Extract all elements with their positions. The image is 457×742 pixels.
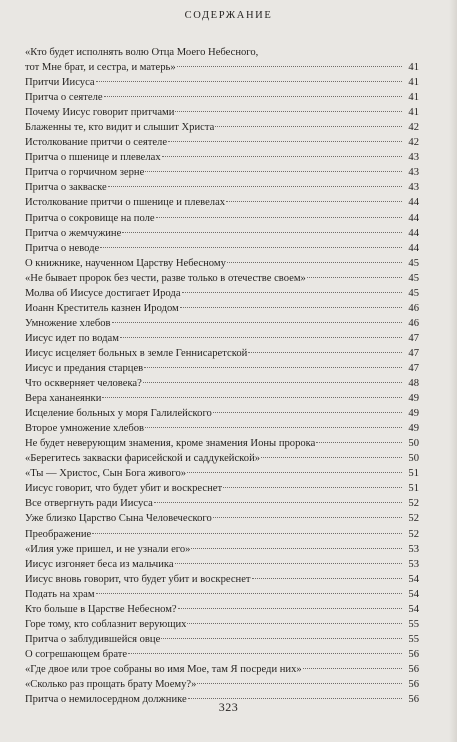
toc-entry[interactable]: [25, 421, 419, 436]
page-edge-shadow: [449, 0, 457, 742]
toc-entry[interactable]: [25, 587, 419, 602]
dot-leader: [175, 110, 402, 112]
toc-entry-page: 44: [408, 227, 419, 239]
toc-entry-title: Кто больше в Царстве Небесном?: [25, 603, 177, 615]
dot-leader: [92, 532, 402, 534]
toc-entry-title: Притчи Иисуса: [25, 77, 95, 89]
toc-entry[interactable]: [25, 105, 419, 120]
toc-entry[interactable]: [25, 331, 419, 346]
dot-leader: [128, 652, 402, 654]
toc-entry-title: Иисус изгоняет беса из мальчика: [25, 558, 174, 570]
dot-leader: [187, 471, 402, 473]
dot-leader: [96, 592, 402, 594]
toc-entry[interactable]: [25, 557, 419, 572]
dot-leader: [112, 321, 402, 323]
toc-entry[interactable]: [25, 647, 419, 662]
toc-entry-title: Уже близко Царство Сына Человеческого: [25, 513, 212, 525]
toc-entry[interactable]: [25, 256, 419, 271]
page-number: 323: [218, 700, 239, 714]
toc-entry-page: 50: [408, 438, 419, 450]
toc-entry-title-line: «Кто будет исполнять волю Отца Моего Небесного,: [25, 47, 259, 58]
toc-entry-page: 42: [408, 137, 419, 149]
toc-entry[interactable]: [25, 466, 419, 481]
toc-entry-page: 44: [408, 242, 419, 254]
toc-entry-page: 44: [408, 212, 419, 224]
toc-entry-page: 52: [408, 513, 419, 525]
toc-entry[interactable]: [25, 527, 419, 542]
toc-entry[interactable]: [25, 75, 419, 90]
toc-entry-title: О согрешающем брате: [25, 648, 128, 660]
dot-leader: [120, 336, 402, 338]
dot-leader: [168, 140, 402, 142]
dot-leader: [108, 185, 402, 187]
toc-entry-title: «Берегитесь закваски фарисейской и саддукейской»: [25, 453, 261, 465]
toc-entry-title: Блаженны те, кто видит и слышит Христа: [25, 122, 215, 134]
toc-entry-page: 56: [408, 678, 419, 690]
dot-leader: [316, 441, 402, 443]
toc-entry[interactable]: [25, 602, 419, 617]
dot-leader: [145, 170, 402, 172]
dot-leader: [248, 351, 402, 353]
toc-entry-page: 47: [408, 332, 419, 344]
dot-leader: [188, 697, 402, 699]
toc-entry-page: 43: [408, 182, 419, 194]
toc-entry[interactable]: [25, 135, 419, 150]
toc-entry-title: Притча о заблудившейся овце: [25, 633, 161, 645]
table-of-contents: [25, 45, 419, 707]
toc-entry-page: 55: [408, 633, 419, 645]
toc-entry-page: 56: [408, 663, 419, 675]
toc-entry-title: «Где двое или трое собраны во имя Мое, там Я посреди них»: [25, 663, 302, 675]
dot-leader: [178, 607, 402, 609]
toc-entry-page: 41: [408, 77, 419, 89]
toc-entry-page: 43: [408, 167, 419, 179]
toc-entry-page: 53: [408, 543, 419, 555]
toc-entry[interactable]: [25, 90, 419, 105]
toc-entry-title: Притча о сокровище на поле: [25, 212, 155, 224]
toc-entry-page: 47: [408, 362, 419, 374]
toc-entry-page: 46: [408, 317, 419, 329]
dot-leader: [187, 622, 402, 624]
toc-entry-title: Иисус идет по водам: [25, 332, 119, 344]
toc-entry-title: Истолкование притчи о сеятеле: [25, 137, 168, 149]
dot-leader: [100, 246, 402, 248]
toc-entry[interactable]: [25, 451, 419, 466]
toc-entry[interactable]: [25, 241, 419, 256]
toc-entry-title: Иисус и предания старцев: [25, 362, 144, 374]
toc-entry-page: 54: [408, 588, 419, 600]
toc-entry[interactable]: [25, 271, 419, 286]
toc-entry[interactable]: [25, 481, 419, 496]
toc-entry[interactable]: [25, 180, 419, 195]
dot-leader: [227, 261, 402, 263]
toc-entry-title: Подать на храм: [25, 588, 95, 600]
dot-leader: [96, 80, 402, 82]
toc-entry-title: Притча о пшенице и плевелах: [25, 152, 161, 164]
toc-entry-page: 55: [408, 618, 419, 630]
toc-entry-page: 53: [408, 558, 419, 570]
toc-entry-page: 41: [408, 107, 419, 119]
toc-entry-page: 51: [408, 483, 419, 495]
toc-entry-page: 42: [408, 122, 419, 134]
toc-entry[interactable]: [25, 436, 419, 451]
toc-entry[interactable]: [25, 346, 419, 361]
toc-entry-page: 49: [408, 408, 419, 420]
dot-leader: [307, 276, 402, 278]
toc-entry[interactable]: [25, 316, 419, 331]
toc-entry-title: Все отвергнуть ради Иисуса: [25, 498, 153, 510]
dot-leader: [122, 231, 402, 233]
toc-entry-page: 50: [408, 453, 419, 465]
toc-entry[interactable]: [25, 542, 419, 557]
dot-leader: [102, 396, 402, 398]
toc-entry[interactable]: [25, 617, 419, 632]
toc-entry[interactable]: [25, 406, 419, 421]
toc-entry[interactable]: [25, 226, 419, 241]
dot-leader: [226, 200, 402, 202]
dot-leader: [175, 562, 402, 564]
toc-entry-page: 45: [408, 272, 419, 284]
toc-entry-title: Исцеление больных у моря Галилейского: [25, 408, 212, 420]
toc-entry-page: 48: [408, 378, 419, 390]
toc-entry-page: 52: [408, 528, 419, 540]
toc-entry-title: О книжнике, наученном Царству Небесному: [25, 257, 226, 269]
toc-entry[interactable]: [25, 496, 419, 511]
toc-entry[interactable]: [25, 211, 419, 226]
toc-entry-page: 45: [408, 287, 419, 299]
dot-leader: [161, 637, 402, 639]
toc-entry-page: 54: [408, 573, 419, 585]
toc-entry-title: Притча о неводе: [25, 242, 100, 254]
dot-leader: [182, 291, 402, 293]
toc-entry-page: 51: [408, 468, 419, 480]
toc-entry-title: Притча о горчичном зерне: [25, 167, 145, 179]
toc-entry[interactable]: [25, 150, 419, 165]
toc-entry-title: «Сколько раз прощать брату Моему?»: [25, 678, 197, 690]
dot-leader: [180, 306, 402, 308]
dot-leader: [156, 216, 402, 218]
toc-entry[interactable]: [25, 677, 419, 692]
toc-entry[interactable]: [25, 572, 419, 587]
toc-entry-page: 45: [408, 257, 419, 269]
dot-leader: [191, 547, 402, 549]
toc-entry[interactable]: [25, 662, 419, 677]
toc-entry-title: «Не бывает пророк без чести, разве только в отечестве своем»: [25, 272, 306, 284]
toc-entry-title: Почему Иисус говорит притчами: [25, 107, 175, 119]
toc-entry-page: 54: [408, 603, 419, 615]
toc-entry-title: «Ты — Христос, Сын Бога живого»: [25, 468, 187, 480]
toc-entry-page: 44: [408, 197, 419, 209]
dot-leader: [213, 411, 402, 413]
toc-entry[interactable]: [25, 286, 419, 301]
toc-entry[interactable]: [25, 361, 419, 376]
toc-entry-page: 41: [408, 62, 419, 74]
dot-leader: [162, 155, 402, 157]
toc-entry[interactable]: [25, 511, 419, 526]
page-header: СОДЕРЖАНИЕ: [184, 10, 273, 21]
toc-entry-title: Иисус вновь говорит, что будет убит и воскреснет: [25, 573, 251, 585]
toc-entry[interactable]: [25, 165, 419, 180]
toc-entry[interactable]: [25, 195, 419, 210]
toc-entry-page: 46: [408, 302, 419, 314]
toc-entry-page: 49: [408, 393, 419, 405]
toc-entry-title: Преображение: [25, 528, 92, 540]
dot-leader: [223, 486, 402, 488]
toc-entry[interactable]: [25, 376, 419, 391]
toc-entry[interactable]: [25, 301, 419, 316]
toc-entry-title: Вера хананеянки: [25, 393, 102, 405]
toc-entry-page: 47: [408, 347, 419, 359]
dot-leader: [104, 95, 402, 97]
toc-entry-title: Иисус исцеляет больных в земле Геннисаретской: [25, 347, 248, 359]
toc-entry-title: Горе тому, кто соблазнит верующих: [25, 618, 187, 630]
dot-leader: [261, 456, 402, 458]
toc-entry-title: Второе умножение хлебов: [25, 423, 145, 435]
toc-entry-page: 49: [408, 423, 419, 435]
dot-leader: [143, 381, 402, 383]
toc-entry-title: «Илия уже пришел, и не узнали его»: [25, 543, 191, 555]
toc-entry[interactable]: [25, 120, 419, 135]
toc-entry-title: Притча о закваске: [25, 182, 107, 194]
toc-entry-page: 56: [408, 648, 419, 660]
toc-entry[interactable]: [25, 632, 419, 647]
dot-leader: [144, 366, 402, 368]
dot-leader: [197, 682, 402, 684]
dot-leader: [177, 65, 402, 67]
toc-entry-title: Иоанн Креститель казнен Иродом: [25, 302, 179, 314]
toc-entry-title: Молва об Иисусе достигает Ирода: [25, 287, 181, 299]
dot-leader: [303, 667, 402, 669]
toc-entry-title: тот Мне брат, и сестра, и матерь»: [25, 62, 176, 74]
toc-entry-title: Притча о сеятеле: [25, 92, 103, 104]
toc-entry-title: Иисус говорит, что будет убит и воскреснет: [25, 483, 223, 495]
dot-leader: [145, 426, 402, 428]
toc-entry-page: 56: [408, 694, 419, 706]
dot-leader: [252, 577, 402, 579]
toc-entry-page: 52: [408, 498, 419, 510]
dot-leader: [154, 501, 402, 503]
toc-entry-page: 43: [408, 152, 419, 164]
toc-entry-title: Притча о жемчужине: [25, 227, 122, 239]
toc-entry-title: Притча о немилосердном должнике: [25, 694, 187, 706]
toc-entry-title: Что оскверняет человека?: [25, 378, 142, 390]
toc-entry[interactable]: [25, 391, 419, 406]
dot-leader: [215, 125, 402, 127]
toc-entry-title: Не будет неверующим знамения, кроме знамения Ионы пророка: [25, 438, 316, 450]
toc-entry[interactable]: [25, 45, 419, 75]
toc-entry-page: 41: [408, 92, 419, 104]
toc-entry-title: Истолкование притчи о пшенице и плевелах: [25, 197, 226, 209]
dot-leader: [213, 516, 402, 518]
toc-entry-title: Умножение хлебов: [25, 317, 111, 329]
